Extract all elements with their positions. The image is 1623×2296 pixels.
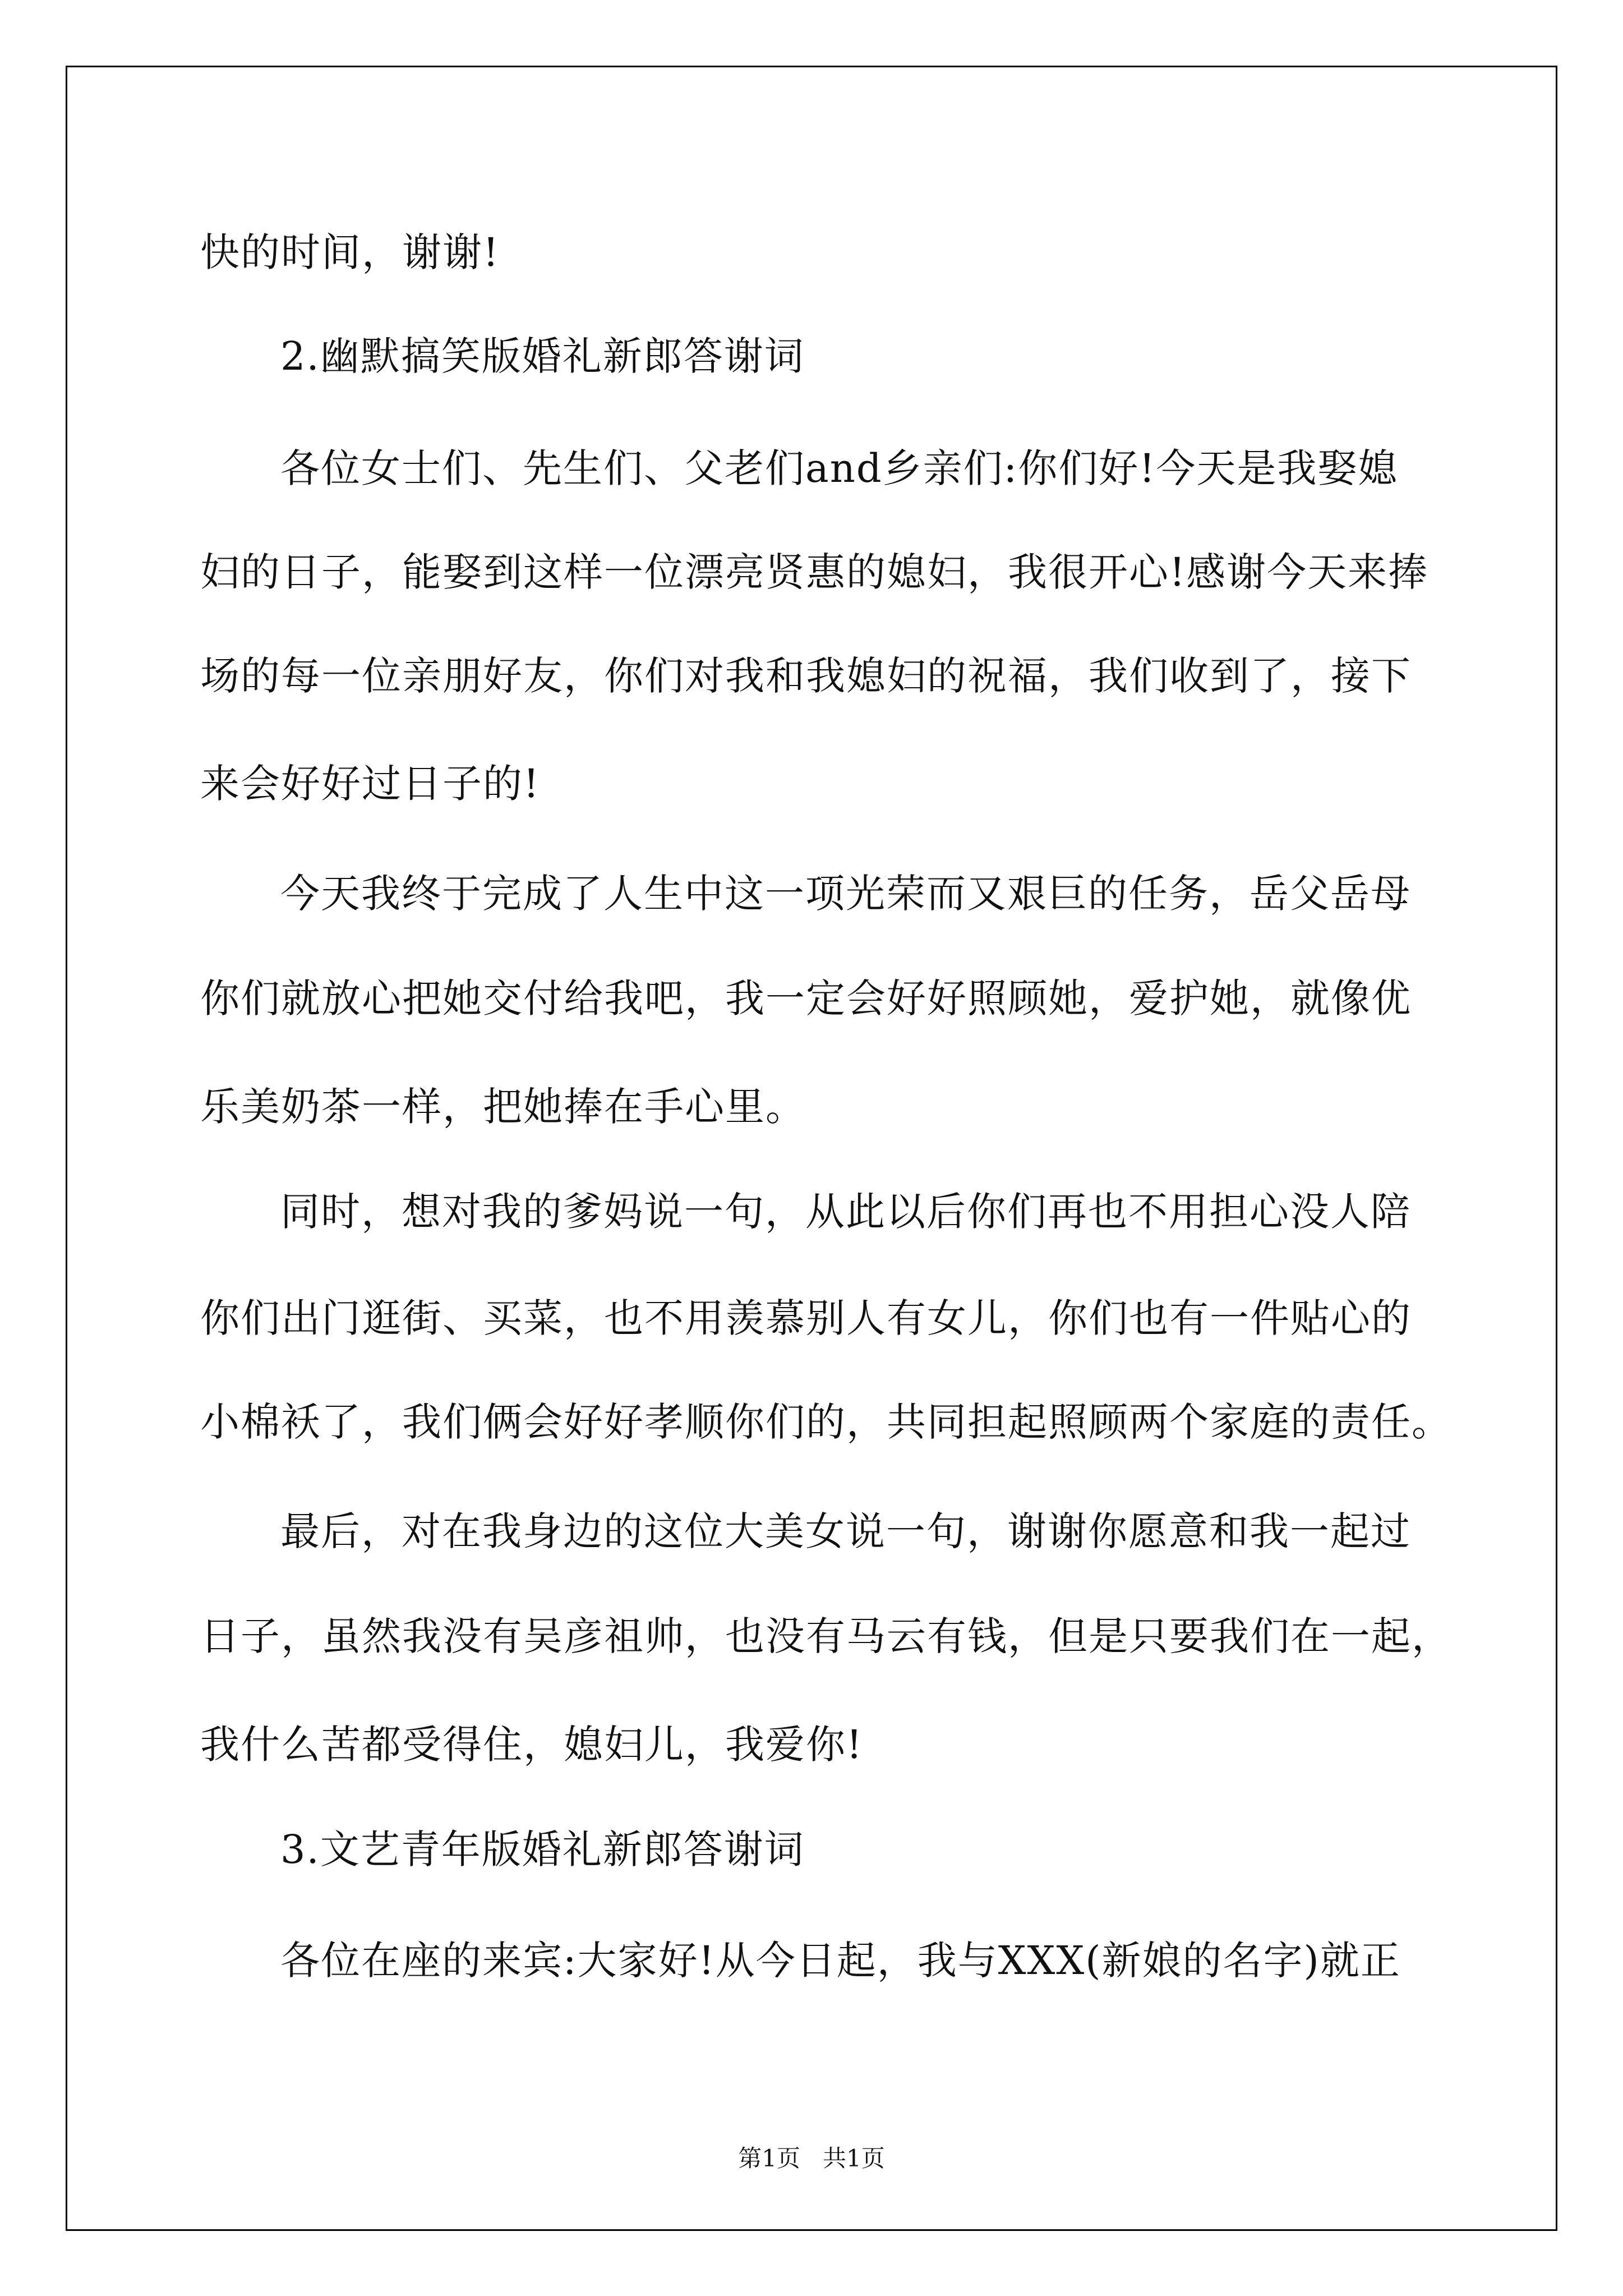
text-line: 最后，对在我身边的这位大美女说一句，谢谢你愿意和我一起过 [280,1508,1411,1554]
text-line: 今天我终于完成了人生中这一项光荣而又艰巨的任务，岳父岳母 [280,871,1411,917]
page-footer: 第1页 共1页 [738,2145,885,2172]
text-line: 快的时间，谢谢! [200,229,500,275]
text-line: 小棉袄了，我们俩会好好孝顺你们的，共同担起照顾两个家庭的责任。 [200,1399,1452,1445]
text-line: 同时，想对我的爹妈说一句，从此以后你们再也不用担心没人陪 [280,1189,1411,1235]
text-line: 场的每一位亲朋好友，你们对我和我媳妇的祝福，我们收到了，接下 [200,653,1412,699]
text-line: 各位女士们、先生们、父老们and乡亲们:你们好!今天是我娶媳 [280,445,1399,491]
section-heading: 3.文艺青年版婚礼新郎答谢词 [280,1826,805,1872]
text-line: 日子，虽然我没有吴彦祖帅，也没有马云有钱，但是只要我们在一起， [200,1613,1452,1659]
text-line: 我什么苦都受得住，媳妇儿，我爱你! [200,1722,864,1768]
text-line: 你们就放心把她交付给我吧，我一定会好好照顾她，爱护她，就像优 [200,976,1412,1022]
text-line: 各位在座的来宾:大家好!从今日起，我与XXX(新娘的名字)就正 [280,1938,1401,1984]
text-line: 来会好好过日子的! [200,761,541,807]
section-heading: 2.幽默搞笑版婚礼新郎答谢词 [280,333,805,379]
text-line: 妇的日子，能娶到这样一位漂亮贤惠的媳妇，我很开心!感谢今天来捧 [200,549,1429,595]
page-border [66,66,1557,2231]
text-line: 乐美奶茶一样，把她捧在手心里。 [200,1084,806,1130]
text-line: 你们出门逛街、买菜，也不用羡慕别人有女儿，你们也有一件贴心的 [200,1295,1412,1341]
